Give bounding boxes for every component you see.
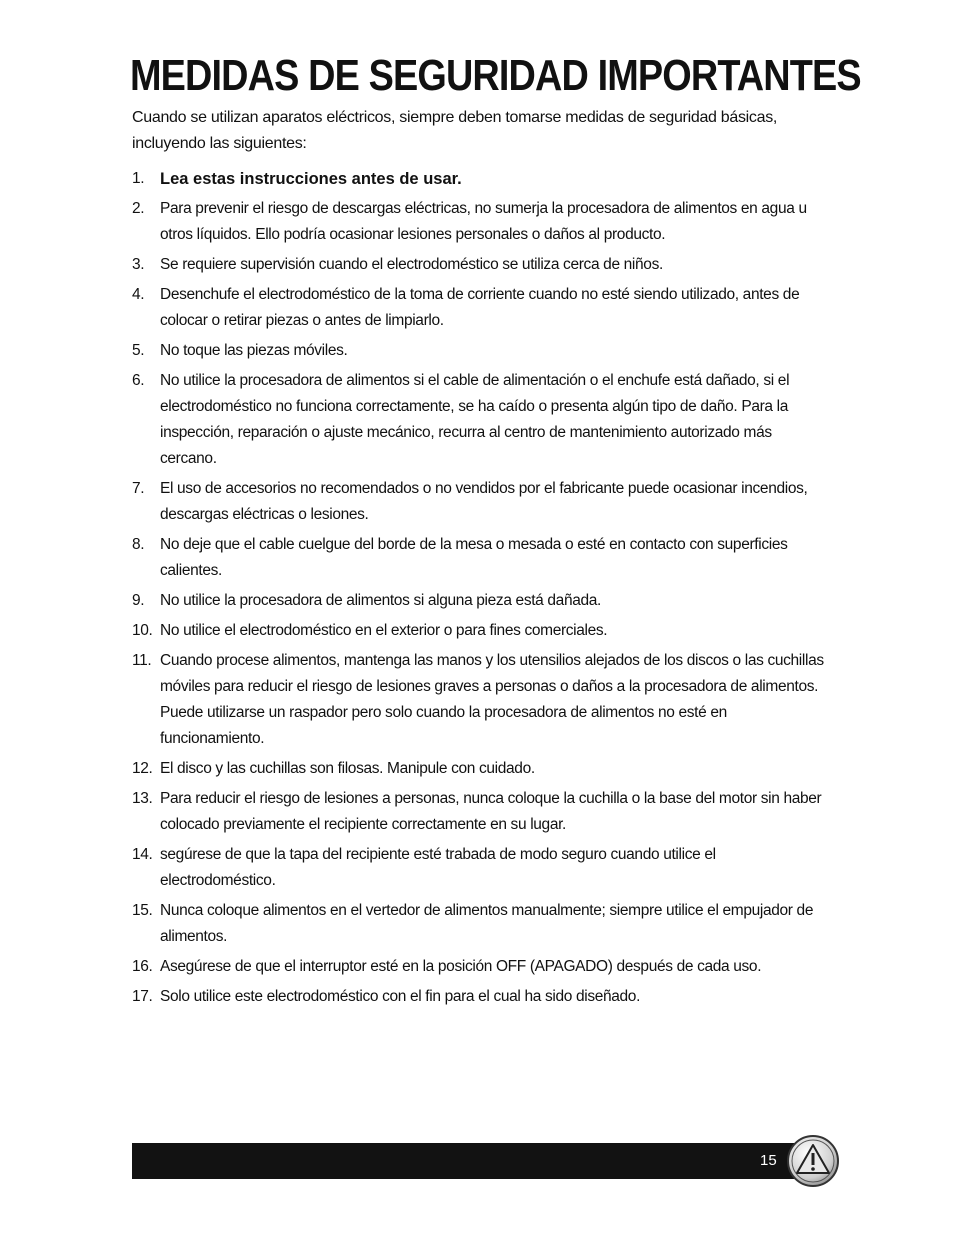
item-text: Desenchufe el electrodoméstico de la toma de corriente cuando no esté siendo utilizado, antes de colocar o retirar piezas o antes de limpiarlo. [160,286,800,329]
list-item [132,618,832,644]
item-number: 15. [132,902,153,919]
footer-bar [132,1143,812,1179]
list-item [132,282,832,334]
item-number: 11. [132,652,152,669]
list-item [132,898,832,950]
item-text: No deje que el cable cuelgue del borde de la mesa o mesada o esté en contacto con superficies calientes. [160,536,788,579]
list-item [132,532,832,584]
intro-paragraph: Cuando se utilizan aparatos eléctricos, siempre deben tomarse medidas de seguridad básicas, incluyendo las siguientes: [132,109,778,152]
list-item [132,252,832,278]
item-number: 14. [132,846,153,863]
item-text: Cuando procese alimentos, mantenga las manos y los utensilios alejados de los discos o las cuchillas móviles para reducir el riesgo de lesiones graves a personas o daños a la procesadora de alimentos. Puede utilizarse un raspador pero solo cuando la procesadora de alimentos no esté en funcionamiento. [160,652,824,747]
item-number: 1. [132,170,145,187]
item-text: Nunca coloque alimentos en el vertedor de alimentos manualmente; siempre utilice el empujador de alimentos. [160,902,814,945]
list-item [132,196,832,248]
item-number: 12. [132,760,153,777]
item-number: 13. [132,790,153,807]
item-text: segúrese de que la tapa del recipiente esté trabada de modo seguro cuando utilice el electrodoméstico. [160,846,716,889]
item-text: El uso de accesorios no recomendados o no vendidos por el fabricante puede ocasionar incendios, descargas eléctricas o lesiones. [160,480,808,523]
warning-triangle-icon [786,1134,840,1188]
item-text: No toque las piezas móviles. [160,342,348,359]
item-number: 17. [132,988,153,1005]
item-text: No utilice la procesadora de alimentos si el cable de alimentación o el enchufe está dañado, si el electrodoméstico no funciona correctamente, se ha caído o presenta algún tipo de daño. Para la inspección, reparación o ajuste mecánico, recurra al centro de mantenimiento autorizado más cercano. [160,372,790,467]
list-item [132,786,832,838]
item-number: 3. [132,256,145,273]
item-number: 5. [132,342,145,359]
item-text: Para reducir el riesgo de lesiones a personas, nunca coloque la cuchilla o la base del motor sin haber colocado previamente el recipiente correctamente en su lugar. [160,790,822,833]
safety-instructions-list [132,166,832,1014]
item-text: Se requiere supervisión cuando el electrodoméstico se utiliza cerca de niños. [160,256,663,273]
list-item [132,756,832,782]
item-number: 2. [132,200,145,217]
list-item [132,842,832,894]
list-item [132,648,832,752]
page-number: 15 [760,1152,777,1169]
item-number: 16. [132,958,153,975]
item-number: 9. [132,592,145,609]
item-text: No utilice el electrodoméstico en el exterior o para fines comerciales. [160,622,608,639]
item-number: 4. [132,286,145,303]
item-number: 8. [132,536,145,553]
item-text: Lea estas instrucciones antes de usar. [160,170,462,188]
list-item [132,588,832,614]
list-item [132,338,832,364]
list-item [132,368,832,472]
item-text: Asegúrese de que el interruptor esté en la posición OFF (APAGADO) después de cada uso. [160,958,762,975]
list-item [132,166,832,192]
list-item [132,954,832,980]
item-text: No utilice la procesadora de alimentos si alguna pieza está dañada. [160,592,601,609]
item-number: 10. [132,622,153,639]
item-text: Solo utilice este electrodoméstico con el fin para el cual ha sido diseñado. [160,988,641,1005]
list-item [132,984,832,1010]
page-title: MEDIDAS DE SEGURIDAD IMPORTANTES [130,51,861,100]
item-number: 7. [132,480,145,497]
item-text: El disco y las cuchillas son filosas. Manipule con cuidado. [160,760,535,777]
item-number: 6. [132,372,145,389]
item-text: Para prevenir el riesgo de descargas eléctricas, no sumerja la procesadora de alimentos en agua u otros líquidos. Ello podría ocasionar lesiones personales o daños al producto. [160,200,807,243]
list-item [132,476,832,528]
